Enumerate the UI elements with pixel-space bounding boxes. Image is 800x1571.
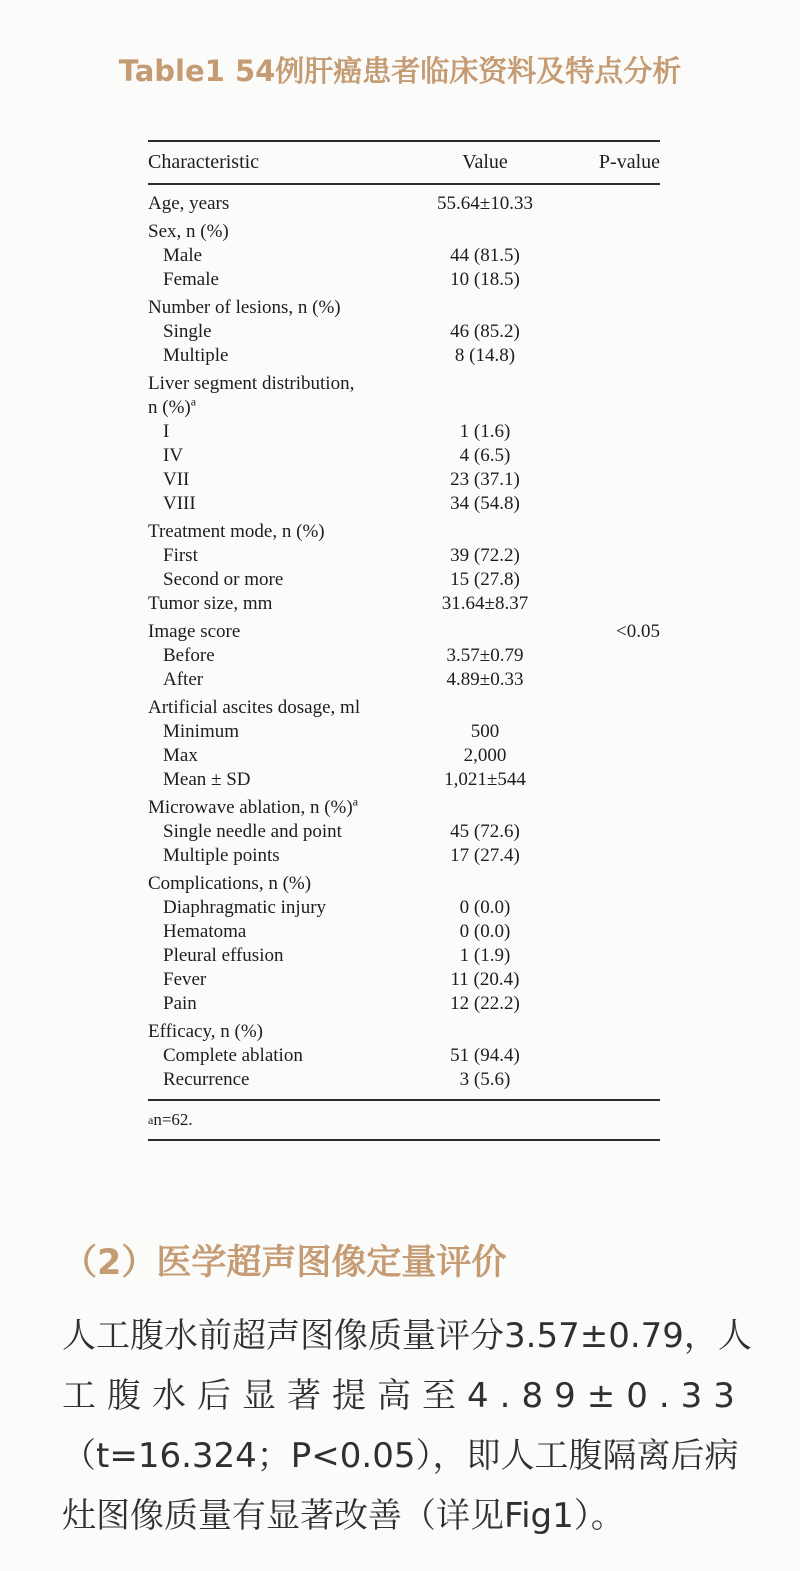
table-row: Complete ablation 51 (94.4) (163, 1045, 520, 1066)
table-row: Female 10 (18.5) (163, 269, 520, 290)
table-row: Before 3.57±0.79 (163, 645, 524, 666)
table-row: Minimum 500 (163, 721, 500, 742)
table-row: VII 23 (37.1) (163, 469, 520, 490)
table-row: Pain 12 (22.2) (163, 993, 520, 1014)
table-row: Hematoma 0 (0.0) (163, 921, 511, 942)
table-row: Male 44 (81.5) (163, 245, 520, 266)
table-row: Artificial ascites dosage, ml (148, 697, 361, 718)
table-row: Efficacy, n (%) (148, 1021, 263, 1042)
table-row: I 1 (1.6) (163, 421, 511, 442)
table-row: After 4.89±0.33 (163, 669, 524, 690)
table-row: Fever 11 (20.4) (163, 969, 520, 990)
footnote-text: n=62. (153, 1110, 193, 1129)
table-row: First 39 (72.2) (163, 545, 520, 566)
table-row: Pleural effusion 1 (1.9) (163, 945, 511, 966)
table-row: Microwave ablation, n (%)$^a$ (148, 794, 359, 818)
table-row: Single 46 (85.2) (163, 321, 520, 342)
clinical-table-body (148, 185, 660, 1101)
table-row: Second or more 15 (27.8) (163, 569, 520, 590)
table-row: Tumor size, mm 31.64±8.37 (148, 593, 529, 614)
table-row: Sex, n (%) (148, 221, 229, 242)
body-paragraph (62, 1306, 752, 1546)
paragraph-line: （t=16.324；P<0.05），即人工腹隔离后病 (62, 1436, 739, 1476)
section-heading: （2）医学超声图像定量评价 (62, 1243, 507, 1284)
table-header-row (148, 140, 660, 185)
table-row: Complications, n (%) (148, 873, 312, 894)
table-row: VIII 34 (54.8) (163, 493, 520, 514)
table-header-pvalue: P-value (598, 151, 660, 173)
table-row: Age, years 55.64±10.33 (148, 193, 533, 214)
table-row: Recurrence 3 (5.6) (163, 1069, 511, 1090)
table-row: Treatment mode, n (%) (148, 521, 325, 542)
table-title: Table1 54例肝癌患者临床资料及特点分析 (118, 54, 682, 89)
table-row: Image score <0.05 (148, 621, 660, 642)
clinical-table (148, 140, 660, 1141)
table-footnote: a n=62. (148, 1101, 660, 1141)
paragraph-line: 灶图像质量有显著改善（详见Fig1）。 (62, 1496, 625, 1536)
table-row: Multiple 8 (14.8) (163, 345, 516, 366)
table-row: Max 2,000 (163, 745, 507, 766)
table-row: Diaphragmatic injury 0 (0.0) (163, 897, 511, 918)
table-row: Multiple points 17 (27.4) (163, 845, 520, 866)
table-row: Liver segment distribution, n (%)$^a$ (148, 373, 355, 418)
paragraph-line: 人工腹水前超声图像质量评分3.57±0.79，人 (62, 1316, 752, 1356)
table-row: Mean ± SD 1,021±544 (163, 769, 526, 790)
table-header-value: Value (462, 151, 508, 173)
table-row: IV 4 (6.5) (163, 445, 511, 466)
table-header-characteristic: Characteristic (148, 151, 260, 173)
table-row: Number of lesions, n (%) (148, 297, 341, 318)
table-row: Single needle and point 45 (72.6) (163, 821, 520, 842)
paragraph-line: 工腹水后显著提高至4.89±0.33 (62, 1376, 746, 1416)
